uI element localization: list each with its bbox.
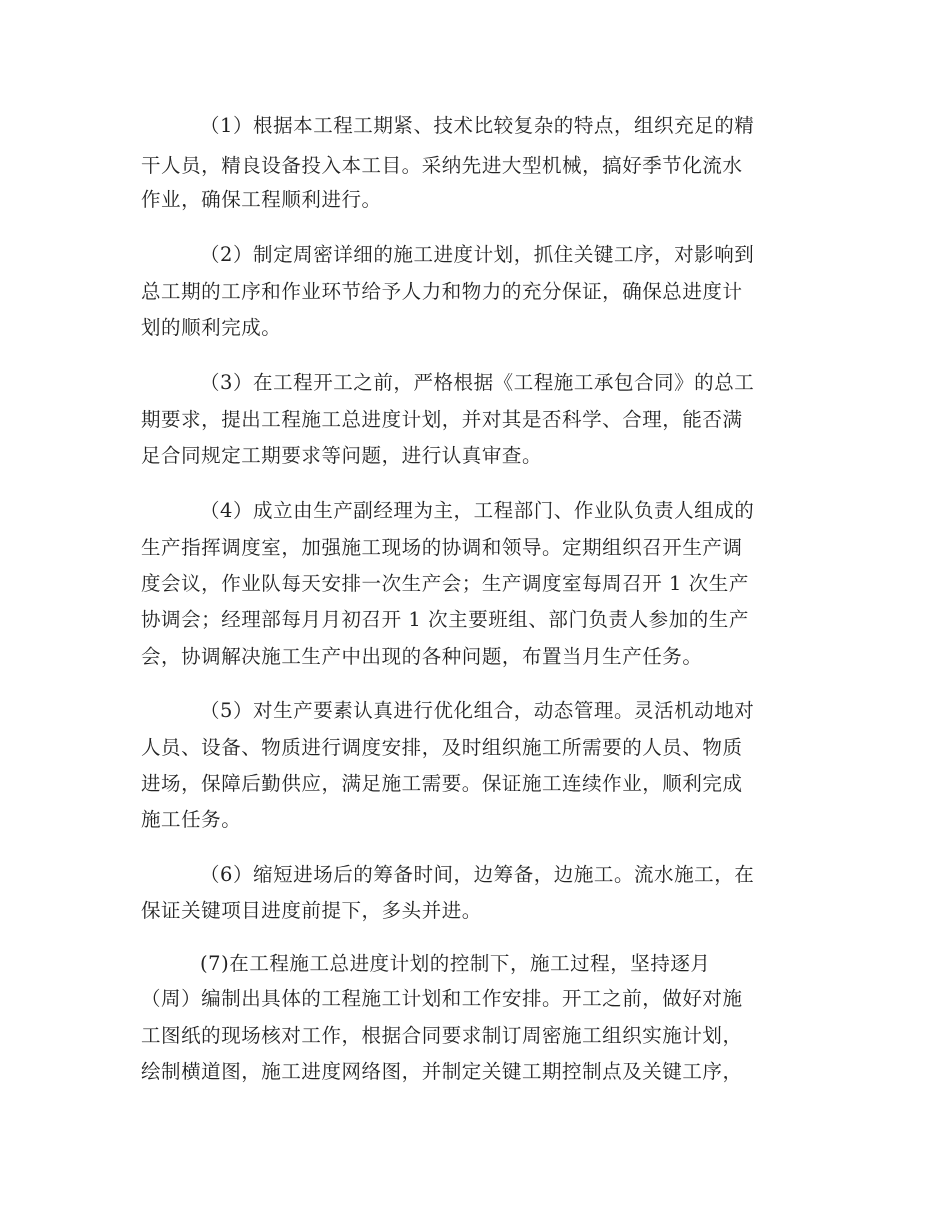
text-line: （周）编制出具体的工程施工计划和工作安排。开工之前，做好对施 (141, 987, 743, 1010)
text-line: 工图纸的现场核对工作，根据合同要求制订周密施工组织实施计划， (141, 1024, 743, 1047)
text-line: 协调会；经理部每月月初召开 1 次主要班组、部门负责人参加的生产 (141, 608, 749, 631)
text-line: 度会议，作业队每天安排一次生产会；生产调度室每周召开 1 次生产 (141, 572, 749, 595)
text-line: 保证关键项目进度前提下，多头并进。 (141, 899, 482, 922)
text-line: （6）缩短进场后的筹备时间，边筹备，边施工。流水施工，在 (200, 863, 755, 886)
text-line: 期要求，提出工程施工总进度计划，并对其是否科学、合理，能否满 (141, 408, 743, 431)
text-line: 作业，确保工程顺利进行。 (141, 188, 382, 211)
text-line: 会，协调解决施工生产中出现的各种问题，布置当月生产任务。 (141, 645, 703, 668)
text-line: 施工任务。 (141, 808, 242, 831)
text-line: 进场，保障后勤供应，满足施工需要。保证施工连续作业，顺利完成 (141, 772, 743, 795)
text-line: 绘制横道图，施工进度网络图，并制定关键工期控制点及关键工序， (141, 1060, 743, 1083)
text-line: （5）对生产要素认真进行优化组合，动态管理。灵活机动地对 (200, 699, 755, 722)
text-line: 人员、设备、物质进行调度安排，及时组织施工所需要的人员、物质 (141, 736, 743, 759)
text-line: （1）根据本工程工期紧、技术比较复杂的特点，组织充足的精 (200, 114, 755, 137)
text-line: （4）成立由生产副经理为主，工程部门、作业队负责人组成的 (200, 499, 755, 522)
text-line: 足合同规定工期要求等问题，进行认真审查。 (141, 444, 543, 467)
text-line: (7)在工程施工总进度计划的控制下，施工过程，坚持逐月 (200, 952, 711, 975)
text-line: 划的顺利完成。 (141, 316, 282, 339)
text-line: （2）制定周密详细的施工进度计划，抓住关键工序，对影响到 (200, 243, 755, 266)
text-line: 生产指挥调度室，加强施工现场的协调和领导。定期组织召开生产调 (141, 536, 743, 559)
text-line: （3）在工程开工之前，严格根据《工程施工承包合同》的总工 (200, 371, 755, 394)
text-line: 干人员，精良设备投入本工目。采纳先进大型机械，搞好季节化流水 (141, 154, 743, 177)
text-line: 总工期的工序和作业环节给予人力和物力的充分保证，确保总进度计 (141, 280, 743, 303)
